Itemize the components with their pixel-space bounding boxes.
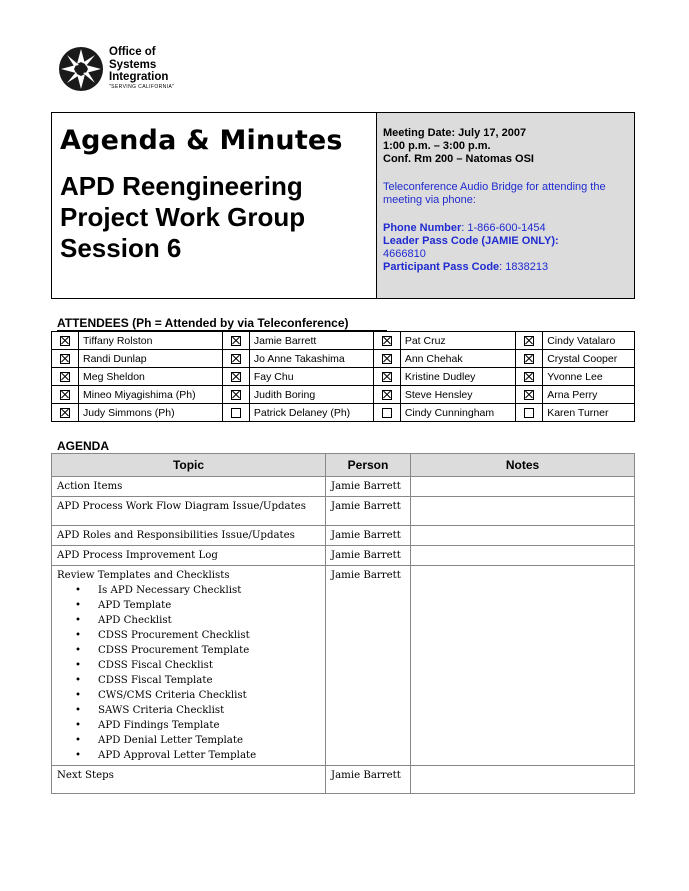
attendee-checkbox-cell	[222, 386, 249, 404]
agenda-row	[52, 526, 635, 546]
checked-box-icon[interactable]	[60, 336, 70, 346]
meeting-date: Meeting Date: July 17, 2007	[383, 127, 527, 139]
attendee-checkbox-cell	[52, 350, 79, 368]
attendee-name: Meg Sheldon	[79, 368, 223, 386]
checked-box-icon[interactable]	[382, 336, 392, 346]
agenda-row	[52, 477, 635, 497]
agenda-row	[52, 497, 635, 526]
checked-box-icon[interactable]	[231, 336, 241, 346]
attendee-name: Yvonne Lee	[543, 368, 635, 386]
agenda-notes-cell[interactable]	[411, 566, 635, 766]
attendee-name: Jamie Barrett	[249, 332, 373, 350]
agenda-header-row	[52, 454, 635, 477]
attendee-name: Judith Boring	[249, 386, 373, 404]
checked-box-icon[interactable]	[382, 372, 392, 382]
column-header-notes: Notes	[411, 454, 635, 477]
osi-logo	[58, 44, 228, 96]
checklist-item: • SAWS Criteria Checklist	[75, 703, 320, 718]
checked-box-icon[interactable]	[524, 372, 534, 382]
agenda-row	[52, 546, 635, 566]
attendee-checkbox-cell	[516, 332, 543, 350]
agenda-table	[51, 453, 635, 794]
meeting-room: Conf. Rm 200 – Natomas OSI	[383, 153, 534, 165]
checked-box-icon[interactable]	[60, 408, 70, 418]
osi-logo-icon	[58, 44, 104, 94]
checked-box-icon[interactable]	[231, 372, 241, 382]
agenda-notes-cell[interactable]	[411, 526, 635, 546]
empty-box-icon[interactable]	[524, 408, 534, 418]
attendee-name: Randi Dunlap	[79, 350, 223, 368]
attendee-checkbox-cell	[373, 350, 400, 368]
attendee-name: Cindy Vatalaro	[543, 332, 635, 350]
attendee-checkbox-cell	[373, 404, 400, 422]
subtitle-line-1: APD Reengineering	[60, 171, 303, 201]
logo-line-2: Systems	[109, 58, 157, 71]
checklist-items	[75, 583, 320, 763]
header-box	[51, 112, 635, 299]
empty-box-icon[interactable]	[231, 408, 241, 418]
agenda-row	[52, 566, 635, 766]
attendees-heading: ATTENDEES (Ph = Attended by via Teleconference)	[57, 316, 349, 330]
attendee-checkbox-cell	[52, 386, 79, 404]
checklist-item: • APD Approval Letter Template	[75, 748, 320, 763]
agenda-topic: APD Process Work Flow Diagram Issue/Updates	[57, 501, 306, 512]
participant-pass-value: : 1838213	[499, 261, 549, 273]
agenda-heading: AGENDA	[57, 439, 110, 453]
attendee-checkbox-cell	[516, 350, 543, 368]
agenda-topic: Next Steps	[57, 770, 114, 781]
attendee-checkbox-cell	[52, 368, 79, 386]
agenda-topic-cell	[52, 546, 326, 566]
attendee-name: Mineo Miyagishima (Ph)	[79, 386, 223, 404]
column-header-person: Person	[326, 454, 411, 477]
logo-wordmark	[109, 46, 168, 84]
attendee-name: Kristine Dudley	[400, 368, 515, 386]
agenda-notes-cell[interactable]	[411, 477, 635, 497]
attendee-row	[52, 404, 635, 422]
agenda-topic: APD Roles and Responsibilities Issue/Updates	[57, 530, 295, 541]
checked-box-icon[interactable]	[382, 390, 392, 400]
agenda-topic-cell	[52, 526, 326, 546]
checked-box-icon[interactable]	[231, 390, 241, 400]
leader-pass-label: Leader Pass Code (JAMIE ONLY):	[383, 235, 559, 247]
column-header-topic: Topic	[52, 454, 326, 477]
empty-box-icon[interactable]	[382, 408, 392, 418]
agenda-person: Jamie Barrett	[326, 566, 411, 766]
agenda-person: Jamie Barrett	[326, 546, 411, 566]
attendee-name: Jo Anne Takashima	[249, 350, 373, 368]
attendee-checkbox-cell	[222, 350, 249, 368]
meeting-time: 1:00 p.m. – 3:00 p.m.	[383, 140, 491, 152]
attendee-checkbox-cell	[516, 404, 543, 422]
agenda-person: Jamie Barrett	[326, 477, 411, 497]
agenda-person: Jamie Barrett	[326, 497, 411, 526]
attendee-name: Fay Chu	[249, 368, 373, 386]
agenda-notes-cell[interactable]	[411, 766, 635, 794]
checked-box-icon[interactable]	[60, 390, 70, 400]
attendee-checkbox-cell	[52, 332, 79, 350]
page-subtitle	[60, 171, 368, 264]
attendee-checkbox-cell	[222, 368, 249, 386]
checklist-item: • APD Checklist	[75, 613, 320, 628]
checked-box-icon[interactable]	[60, 372, 70, 382]
attendee-checkbox-cell	[373, 332, 400, 350]
attendee-row	[52, 368, 635, 386]
agenda-row	[52, 766, 635, 794]
agenda-person: Jamie Barrett	[326, 526, 411, 546]
agenda-notes-cell[interactable]	[411, 497, 635, 526]
checklist-item: • APD Findings Template	[75, 718, 320, 733]
attendee-name: Judy Simmons (Ph)	[79, 404, 223, 422]
participant-pass-label: Participant Pass Code	[383, 261, 500, 273]
attendee-checkbox-cell	[516, 368, 543, 386]
agenda-topic-cell	[52, 497, 326, 526]
logo-tagline: "SERVING CALIFORNIA"	[109, 84, 175, 90]
teleconference-text: Teleconference Audio Bridge for attending the meeting via phone:	[383, 181, 606, 206]
attendee-name: Cindy Cunningham	[400, 404, 515, 422]
attendee-name: Ann Chehak	[400, 350, 515, 368]
checklist-item: • APD Denial Letter Template	[75, 733, 320, 748]
attendee-row	[52, 386, 635, 404]
attendee-name: Tiffany Rolston	[79, 332, 223, 350]
checklist-item: • APD Template	[75, 598, 320, 613]
checked-box-icon[interactable]	[524, 390, 534, 400]
attendee-name: Pat Cruz	[400, 332, 515, 350]
phone-value: : 1-866-600-1454	[461, 222, 546, 234]
header-title-panel	[52, 113, 377, 298]
agenda-topic-cell	[52, 566, 326, 766]
attendee-checkbox-cell	[516, 386, 543, 404]
checked-box-icon[interactable]	[524, 336, 534, 346]
checklist-item: • CWS/CMS Criteria Checklist	[75, 688, 320, 703]
meeting-info-panel	[377, 113, 634, 298]
attendee-name: Karen Turner	[543, 404, 635, 422]
phone-number	[383, 222, 628, 235]
attendee-name: Crystal Cooper	[543, 350, 635, 368]
attendee-row	[52, 332, 635, 350]
attendee-checkbox-cell	[222, 404, 249, 422]
attendee-row	[52, 350, 635, 368]
logo-line-3: Integration	[109, 71, 169, 83]
agenda-notes-cell[interactable]	[411, 546, 635, 566]
checklist-item: • CDSS Fiscal Checklist	[75, 658, 320, 673]
attendee-name: Steve Hensley	[400, 386, 515, 404]
subtitle-line-2: Project Work Group	[60, 202, 306, 232]
attendee-name: Patrick Delaney (Ph)	[249, 404, 373, 422]
participant-pass-code	[383, 261, 628, 274]
checked-box-icon[interactable]	[231, 354, 241, 364]
attendee-checkbox-cell	[222, 332, 249, 350]
agenda-topic: Review Templates and Checklists	[57, 570, 230, 581]
attendee-checkbox-cell	[373, 386, 400, 404]
checklist-item: • Is APD Necessary Checklist	[75, 583, 320, 598]
checked-box-icon[interactable]	[524, 354, 534, 364]
checked-box-icon[interactable]	[382, 354, 392, 364]
agenda-topic-cell	[52, 477, 326, 497]
checklist-item: • CDSS Procurement Checklist	[75, 628, 320, 643]
attendee-name: Arna Perry	[543, 386, 635, 404]
checklist-item: • CDSS Fiscal Template	[75, 673, 320, 688]
page-title: Agenda & Minutes	[60, 125, 343, 156]
attendees-table	[51, 331, 635, 422]
attendee-checkbox-cell	[373, 368, 400, 386]
phone-label: Phone Number	[383, 222, 462, 234]
attendee-checkbox-cell	[52, 404, 79, 422]
logo-line-1: Office of	[109, 46, 156, 58]
agenda-topic-cell	[52, 766, 326, 794]
agenda-person: Jamie Barrett	[326, 766, 411, 794]
agenda-topic: APD Process Improvement Log	[57, 550, 218, 561]
checked-box-icon[interactable]	[60, 354, 70, 364]
subtitle-line-3: Session 6	[60, 233, 182, 263]
checklist-item: • CDSS Procurement Template	[75, 643, 320, 658]
leader-pass-value: 4666810	[383, 248, 426, 260]
agenda-topic: Action Items	[57, 481, 123, 492]
